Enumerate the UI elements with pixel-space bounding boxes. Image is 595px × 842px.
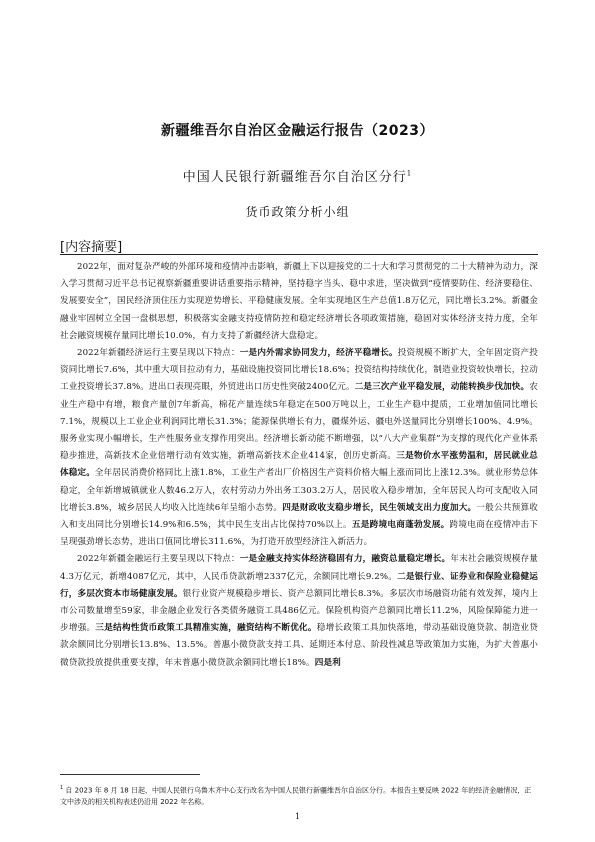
key-point: 三是物价水平涨势温和，居民就业总体稳定。 <box>60 451 538 479</box>
paragraph-text: 投资规模不断扩大，全年固定资产投资同比增长7.6%，其中重大项目拉动有力，基础设施投资同比增长18.6%；投资结构持续优化，制造业投资较快增长，拉动工业投资增长37.8%。进出口表现亮眼，外贸进出口历史性突破2400亿元。 <box>60 348 538 393</box>
issuing-organization <box>0 166 595 185</box>
key-point: 四是财政收支稳步增长，民生领域支出力度加大。 <box>282 502 477 513</box>
key-point: 三是结构性货币政策工具精准实施，融资结构不断优化。 <box>95 623 317 634</box>
footnote-mark: 1 <box>60 785 64 791</box>
summary-paragraph-3 <box>60 551 538 671</box>
key-point: 二是银行业、证券业和保险业稳健运行，多层次资本市场健康发展。 <box>60 571 538 599</box>
summary-body <box>60 259 538 672</box>
footnote-reference: 1 <box>406 169 413 178</box>
paragraph-text: 2022年新疆金融运行主要呈现以下特点： <box>77 554 240 565</box>
key-point: 一是金融支持实体经济稳固有力，融资总量稳定增长。 <box>239 554 451 565</box>
summary-paragraph-2 <box>60 345 538 551</box>
paragraph-text: 农业生产稳中有增，粮食产量创7年新高，棉花产量连续5年稳定在500万吨以上，工业生产稳中提质，工业增加值同比增长7.1%，规模以上工业企业利润同比增长31.3%；能源保供增长有力，疆煤外运、疆电外送量同比分别增长100%、4.9%。服务业实现小幅增长，生产性服务业支撑作用突出。经济增长新动能不断增强，以“八大产业集群”为支撑的现代化产业体系稳步推进，高新技术企业倍增行动有效实施，新增高新技术企业414家，创历史新高。 <box>60 382 538 462</box>
paragraph-text: 2022年新疆经济运行主要呈现以下特点： <box>77 348 240 359</box>
paragraph-text: 稳增长政策工具加快落地，带动基础设施贷款、制造业贷款余额同比分别增长13.8%、13.5%。普惠小微贷款支持工具、延期还本付息、阶段性减息等政策加力实施，为扩大普惠小微贷款投放提供重要支撑，年末普惠小微贷款余额同比增长18%。 <box>60 623 538 668</box>
author-group: 货币政策分析小组 <box>245 205 350 219</box>
key-point: 四是利 <box>314 657 341 668</box>
key-point: 五是跨境电商蓬勃发展。 <box>351 520 450 531</box>
key-point: 二是三次产业平稳发展，动能转换步伐加快。 <box>354 382 530 393</box>
footnote-divider <box>60 774 200 775</box>
organization-name: 中国人民银行新疆维吾尔自治区分行 <box>182 170 407 185</box>
footnote <box>60 782 538 808</box>
paragraph-text: 银行业资产规模稳步增长、资产总额同比增长8.3%。多层次市场融资功能有效发挥，境内上市公司数量增至59家，非金融企业发行各类债务融资工具486亿元。保险机构资产总额同比增长11.2%，风险保障能力进一步增强。 <box>60 588 538 634</box>
paragraph-text: 一般公共预算收入和支出同比分别增长14.9%和6.5%，其中民生支出占比保持70%以上。 <box>60 502 538 531</box>
summary-paragraph-1: 2022年，面对复杂严峻的外部环境和疫情冲击影响，新疆上下以迎接党的二十大和学习贯彻党的二十大精神为动力，深入学习贯彻习近平总书记视察新疆重要讲话重要指示精神，坚持稳字当头、稳中求进，坚决做到“疫情要防住、经济要稳住、发展要安全”，国民经济顶住压力实现逆势增长、平稳健康发展。全年实现地区生产总值1.8万亿元，同比增长3.2%。新疆金融业牢固树立全国一盘棋思想，积极落实金融支持疫情防控和稳定经济增长各项政策措施，稳固对实体经济支持力度，全年社会融资规模存量同比增长10.0%，有力支持了新疆经济大盘稳定。 <box>60 262 538 341</box>
report-title: 新疆维吾尔自治区金融运行报告（2023） <box>161 123 434 139</box>
paragraph-text: 年末社会融资规模存量4.3万亿元，新增4087亿元，其中，人民币贷款新增2337亿元，余额同比增长9.2%。 <box>60 554 538 582</box>
paragraph-text: 跨境电商在疫情冲击下呈现强劲增长态势，进出口值同比增长311.6%，为打造开放型经济注入新活力。 <box>60 520 539 548</box>
page-number: 1 <box>294 812 301 821</box>
footnote-text: 自 2023 年 8 月 18 日起，中国人民银行乌鲁木齐中心支行改名为中国人民银行新疆维吾尔自治区分行。本报告主要反映 2022 年的经济金融情况，正文中涉及的相关机构表述仍沿用 2022 年名称。 <box>60 786 532 807</box>
key-point: 一是内外需求协同发力，经济平稳增长。 <box>239 348 398 359</box>
summary-heading: [内容摘要] <box>60 236 538 255</box>
paragraph-text: 全年居民消费价格同比上涨1.8%，工业生产者出厂价格因生产资料价格大幅上涨而同比上涨12.3%。就业形势总体稳定，全年新增城镇就业人数46.2万人，农村劳动力外出务工303.2万人，居民收入稳步增加，全年居民人均可支配收入同比增长3.8%，城乡居民人均收入比连续6年呈缩小态势。 <box>60 468 538 513</box>
